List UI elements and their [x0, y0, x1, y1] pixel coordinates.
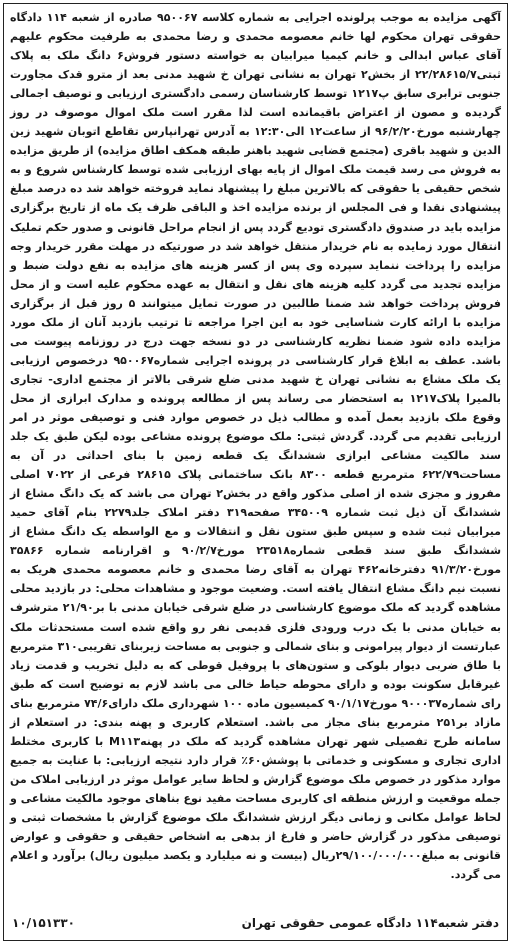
footer-office: دفتر شعبه۱۱۴ دادگاه عمومی حقوقی تهران: [241, 916, 499, 930]
notice-paragraph: آگهی مزایده به موجب پرلونده اجرایی به شماره کلاسه ۹۵۰۰۶۷ صادره از شعبه ۱۱۴ دادگاه حقوقی تهران محکوم لها خانم معصومه محمدی و رضا محمدی به طرفیت محکوم علیهم آقای عباس ابدالی و خانم کیمیا میرابیان به خواسته دستور فروش۶ دانگ ملک به پلاک ثبتی۲۲/۲۸۶۱۵/۷ از بخش۲ تهران به نشانی تهران خ شهید مدنی بعد از مترو قدک مجاورت جنوبی ترابری سابق پ۱۲۱۷ توسط کارشناسان رسمی دادگستری ارزیابی و توصیف اجمالی گردیده و مصون از اعتراض باقیمانده است لذا مقرر است ملک اموال موصوف در روز چهارشنبه مورخ۹۶/۲/۲۰ از ساعت۱۲ الی۱۲:۳۰ به آدرس تهرانپارس تقاطع اتوبان شهید زین الدین و شهید باقری (مجتمع قضایی شهید باهنر طبقه همکف اطاق مزایده) از طریق مزایده به فروش می رسد قیمت ملک اموال از پایه بهای ارزیابی شده توسط کارشناس شروع و به شخص حقیقی یا حقوقی که بالاترین مبلغ را پیشنهاد نماید فروخته خواهد شد ده درصد مبلغ پیشنهادی نقدا و فی المجلس از برنده مزایده اخذ و الباقی ظرف یک ماه از تاریخ برگزاری مزایده باید در صندوق دادگستری تودیع گردد پس از انجام مراحل قانونی و صدور حکم تملیک انتقال مورد زمایده به نام خریدار منتقل خواهد شد در صورتیکه در مهلت مقرر خریدار وجه مزایده را پرداخت ننماید سپرده وی پس از کسر هزینه های مزایده به نفع دولت ضبط و مزایده تجدید می گردد کلیه هزینه های نقل و انتقال به عهده محکوم علیه است و از محل فروش پرداخت خواهد شد ضمنا طالبین در صورت تمایل میتوانند ۵ روز قبل از برگزاری مزایده با ارائه کارت شناسایی خود به این اجرا مراجعه تا ترتیب بازدید آنان از ملک مورد مزایده داده شود ضمنا نظریه کارشناسی در دو نسخه جهت درج در روزنامه پیوست می باشد. عطف به ابلاغ قرار کارشناسی در پرونده اجرایی شماره۹۵۰۰۶۷ درخصوص ارزیابی یک ملک مشاع به نشانی تهران خ شهید مدنی ضلع شرقی بالاتر از مجتمع اداری- تجاری بالمیرا پلاک۱۲۱۷ به استحضار می رساند پس از مطالعه پرونده و مدارک ابرازی از محل وقوع ملک بازدید بعمل آمده و مطالب ذیل در خصوص موارد فنی و توصیفی موثر در امر ارزیابی تقدیم می گردد. گردش ثبتی: ملک موضوع پرونده مشاعی بوده لیکن طبق یک جلد سند مالکیت مشاعی ابرازی ششدانگ یک قطعه زمین با بنای احداثی در آن به مساحت۶۲۲/۷۹ مترمربع قطعه ۸۳۰۰ بانک ساختمانی پلاک ۲۸۶۱۵ فرعی از ۷۰۲۲ اصلی مفروز و مجزی شده از اصلی مذکور واقع در بخش۲ تهران می باشد که یک دانگ مشاع از ششدانگ آن ذیل ثبت شماره ۳۴۵۰۰۹ صفحه۳۱۹ دفتر املاک جلد۲۲۷۹ بنام آقای حمید میرابیان ثبت شده و سپس طبق ستون نقل و انتقالات و مع الواسطه یک دانگ مشاع از ششدانگ طبق سند قطعی شماره۲۳۵۱۸ مورخ۹۰/۲/۷ و اقرارنامه شماره ۳۵۸۶۶ مورخ۹۱/۳/۲۰ دفترخانه۴۶۲ تهران به آقای رضا محمدی و خانم معصومه محمدی هریک به نسبت نیم دانگ مشاع انتقال یافته است. وضعیت موجود و مشاهدات محلی: در بازدید محلی مشاهده گردید که ملک موضوع کارشناسی در ضلع شرقی خیابان مدنی با بر۲۱/۹۰ مترشرف به خیابان مدنی با یک درب ورودی فلزی قدیمی نفر رو واقع شده است مستحدثات ملک عبارتست از دیوار پیرامونی و بنای شمالی و جنوبی به مساحت زیربنای تقریبی۳۱۰ مترمربع با طاق ضربی دیوار بلوکی و ستون‌های با پروفیل قوطی که به دلیل تخریب و قدمت زیاد غیرقابل سکونت بوده و دارای محوطه حیاط خالی می باشد لازم به توضیح است که طبق رای شماره۹۰۰۰۳۷ مورخ۹۰/۱/۱۷ کمیسیون ماده ۱۰۰ شهرداری ملک دارای۷۴/۶ مترمربع بنای مازاد بر۲۵۱ مترمربع بنای مجاز می باشد. استعلام کاربری و پهنه بندی: در استعلام از سامانه طرح تفصیلی شهر تهران مشاهده گردید که ملک در پهنهM۱۱۳ با کاربری مختلط اداری تجاری و مسکونی و خدماتی با پوشش۶۰٪ قرار دارد نتیجه ارزیابی: با عنایت به جمیع موارد مذکور در خصوص ملک موضوع گزارش و لحاظ سایر عوامل موثر در ارزیابی املاک من جمله موقعیت و ارزش منطقه ای کاربری مساحت مفید نوع بناهای موجود مالکیت مشاعی و لحاظ عوامل مکانی و زمانی دیگر ارزش ششدانگ ملک موضوع گزارش با مشخصات ثبتی و توصیفی مذکور در گزارش حاضر و فارغ از بدهی به اشخاص حقیقی و حقوقی و عوارض قانونی به مبلغ۲۹/۱۰۰/۰۰۰/۰۰۰ریال (بیست و نه میلیارد و یکصد میلیون ریال) برآورد و اعلام می گردد.: [10, 11, 502, 882]
notice-body: [10, 8, 501, 884]
notice-footer: [12, 916, 499, 936]
footer-code: ۱۰/۱۵۱۳۳۰: [12, 916, 75, 930]
